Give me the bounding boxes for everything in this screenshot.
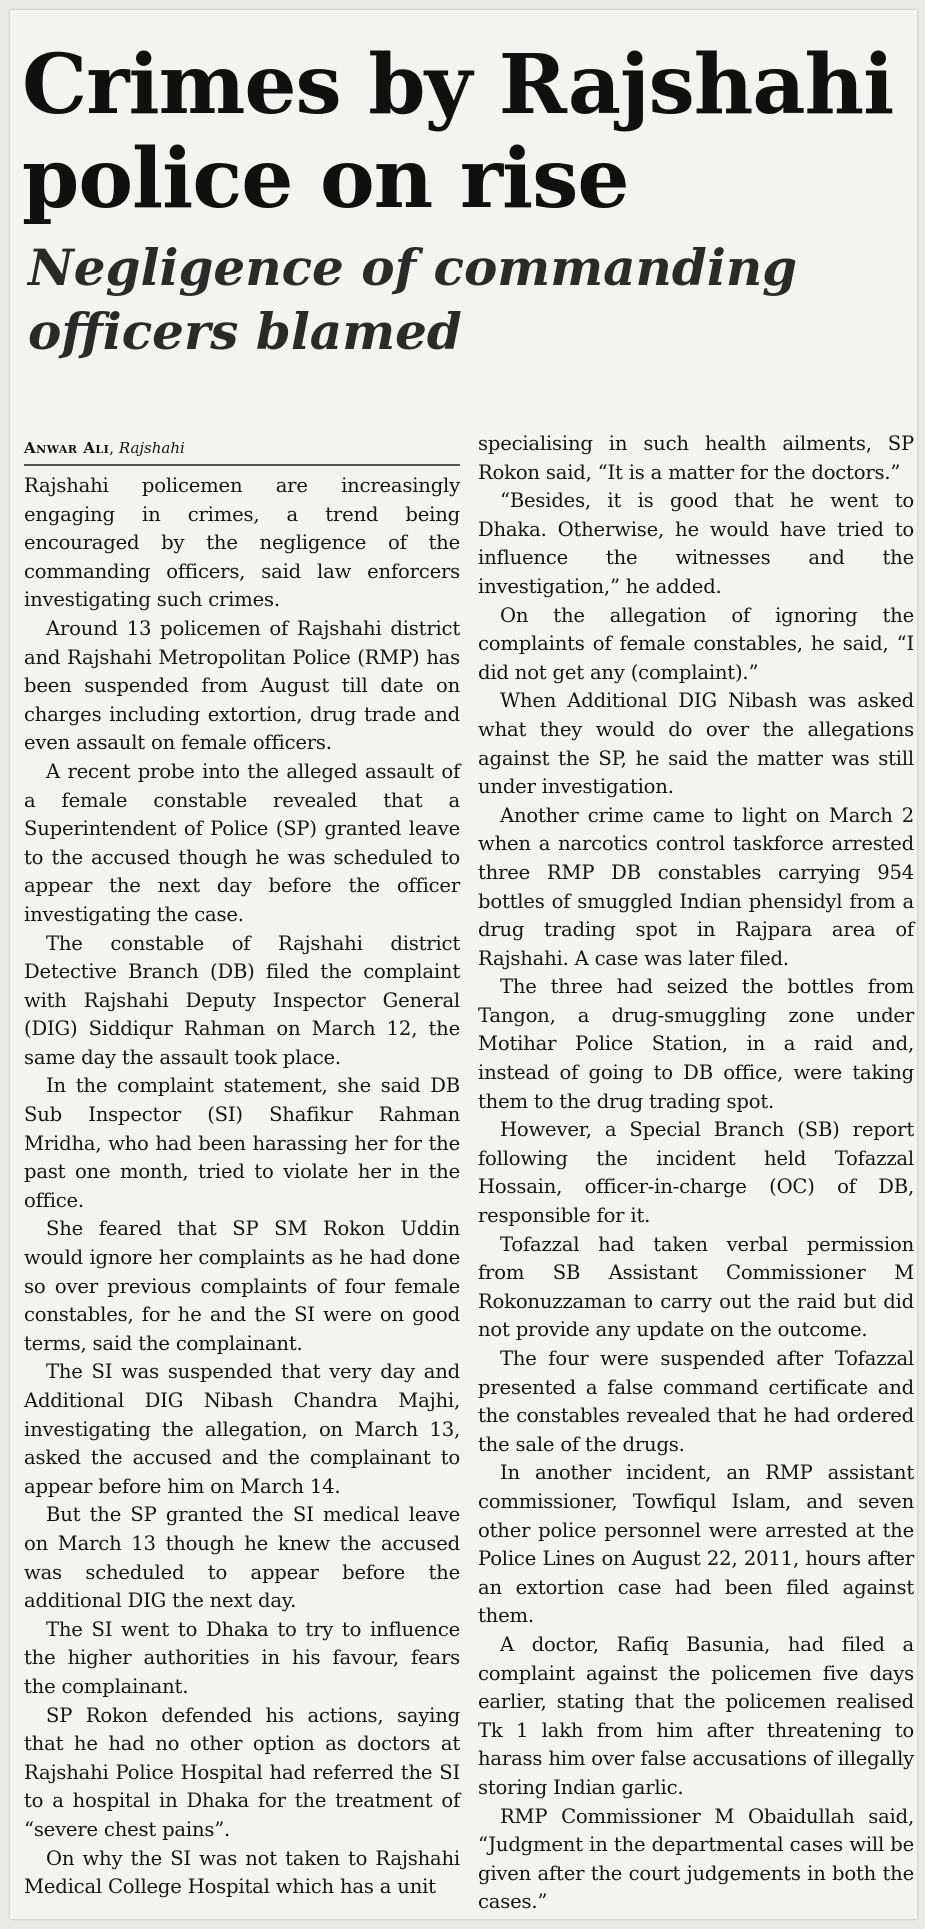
byline-place: Rajshahi	[118, 439, 185, 457]
paragraph: The three had seized the bottles from Tangon, a drug-smuggling zone under Motihar Police Station, in a raid and, instead of going to DB office, were taking them to the drug trading spot.	[478, 975, 914, 1113]
paragraph: In another incident, an RMP assistant commissioner, Towfiqul Islam, and seven other police personnel were arrested at the Police Lines on August 22, 2011, hours after an extortion case had been filed against them.	[478, 1461, 914, 1628]
subheadline	[10, 226, 917, 364]
column-left	[24, 430, 460, 1910]
headline-line-1: Crimes by Rajshahi	[22, 37, 894, 133]
paragraph: The constable of Rajshahi district Detective Branch (DB) filed the complaint with Rajshahi Deputy Inspector General (DIG) Siddiqur Rahman on March 12, the same day the assault took place.	[24, 931, 460, 1069]
paragraph-continuation: specialising in such health ailments, SP Rokon said, “It is a matter for the doctors.”	[478, 432, 914, 484]
paragraph: RMP Commissioner M Obaidullah said, “Judgment in the departmental cases will be given after the court judgements in both the cases.”	[478, 1804, 914, 1914]
newspaper-clipping	[10, 10, 917, 1919]
byline-author: Anwar Ali	[24, 439, 110, 457]
headline	[10, 10, 917, 226]
article-columns	[24, 430, 914, 1914]
paragraph: But the SP granted the SI medical leave on March 13 though he knew the accused was scheduled to appear before the additional DIG the next day.	[24, 1503, 460, 1613]
paragraph: In the complaint statement, she said DB Sub Inspector (SI) Shafikur Rahman Mridha, who had been harassing her for the past one month, tried to violate her in the office.	[24, 1074, 460, 1212]
column-right	[478, 430, 914, 1914]
paragraph: The SI was suspended that very day and Additional DIG Nibash Chandra Majhi, investigating the allegation, on March 13, asked the accused and the complainant to appear before him on March 14.	[24, 1360, 460, 1498]
paragraph: “Besides, it is good that he went to Dhaka. Otherwise, he would have tried to influence the witnesses and the investigation,” he added.	[478, 489, 914, 598]
paragraph: However, a Special Branch (SB) report following the incident held Tofazzal Hossain, officer-in-charge (OC) of DB, responsible for it.	[478, 1118, 914, 1228]
paragraph: SP Rokon defended his actions, saying that he had no other option as doctors at Rajshahi Police Hospital had referred the SI to a hospital in Dhaka for the treatment of “severe chest pains”.	[24, 1703, 460, 1841]
headline-line-2: police on rise	[22, 131, 629, 227]
paragraph: On the allegation of ignoring the complaints of female constables, he said, “I did not get any (complaint).”	[478, 603, 914, 684]
paragraph: The four were suspended after Tofazzal presented a false command certificate and the constables revealed that he had ordered the sale of the drugs.	[478, 1347, 914, 1456]
subheadline-line-1: Negligence of commanding	[28, 238, 798, 297]
paragraph: On why the SI was not taken to Rajshahi Medical College Hospital which has a unit	[24, 1846, 460, 1899]
paragraph: The SI went to Dhaka to try to influence the higher authorities in his favour, fears the complainant.	[24, 1617, 460, 1698]
paragraph: A doctor, Rafiq Basunia, had filed a complaint against the policemen five days earlier, stating that the policemen realised Tk 1 lakh from him after threatening to harass him over false accusations of illegally storing Indian garlic.	[478, 1632, 914, 1799]
paragraph: Tofazzal had taken verbal permission from SB Assistant Commissioner M Rokonuzzaman to carry out the raid but did not provide any update on the outcome.	[478, 1232, 914, 1342]
paragraph: Another crime came to light on March 2 when a narcotics control taskforce arrested three RMP DB constables carrying 954 bottles of smuggled Indian phensidyl from a drug trading spot in Rajpara area of Rajshahi. A case was later filed.	[478, 803, 914, 970]
paragraph: She feared that SP SM Rokon Uddin would ignore her complaints as he had done so over previous complaints of four female constables, for he and the SI were on good terms, said the complainant.	[24, 1217, 460, 1355]
subheadline-line-2: officers blamed	[28, 302, 462, 361]
paragraph: A recent probe into the alleged assault of a female constable revealed that a Superintendent of Police (SP) granted leave to the accused though he was scheduled to appear the next day before the officer investigating the case.	[24, 759, 460, 926]
paragraph: When Additional DIG Nibash was asked what they would do over the allegations against the SP, he said the matter was still under investigation.	[478, 689, 914, 799]
byline: Anwar Ali, Rajshahi	[24, 438, 460, 466]
paragraph: Rajshahi policemen are increasingly engaging in crimes, a trend being encouraged by the negligence of the commanding officers, said law enforcers investigating such crimes.	[24, 474, 460, 612]
paragraph: Around 13 policemen of Rajshahi district and Rajshahi Metropolitan Police (RMP) has been suspended from August till date on charges including extortion, drug trade and even assault on female officers.	[24, 616, 460, 755]
